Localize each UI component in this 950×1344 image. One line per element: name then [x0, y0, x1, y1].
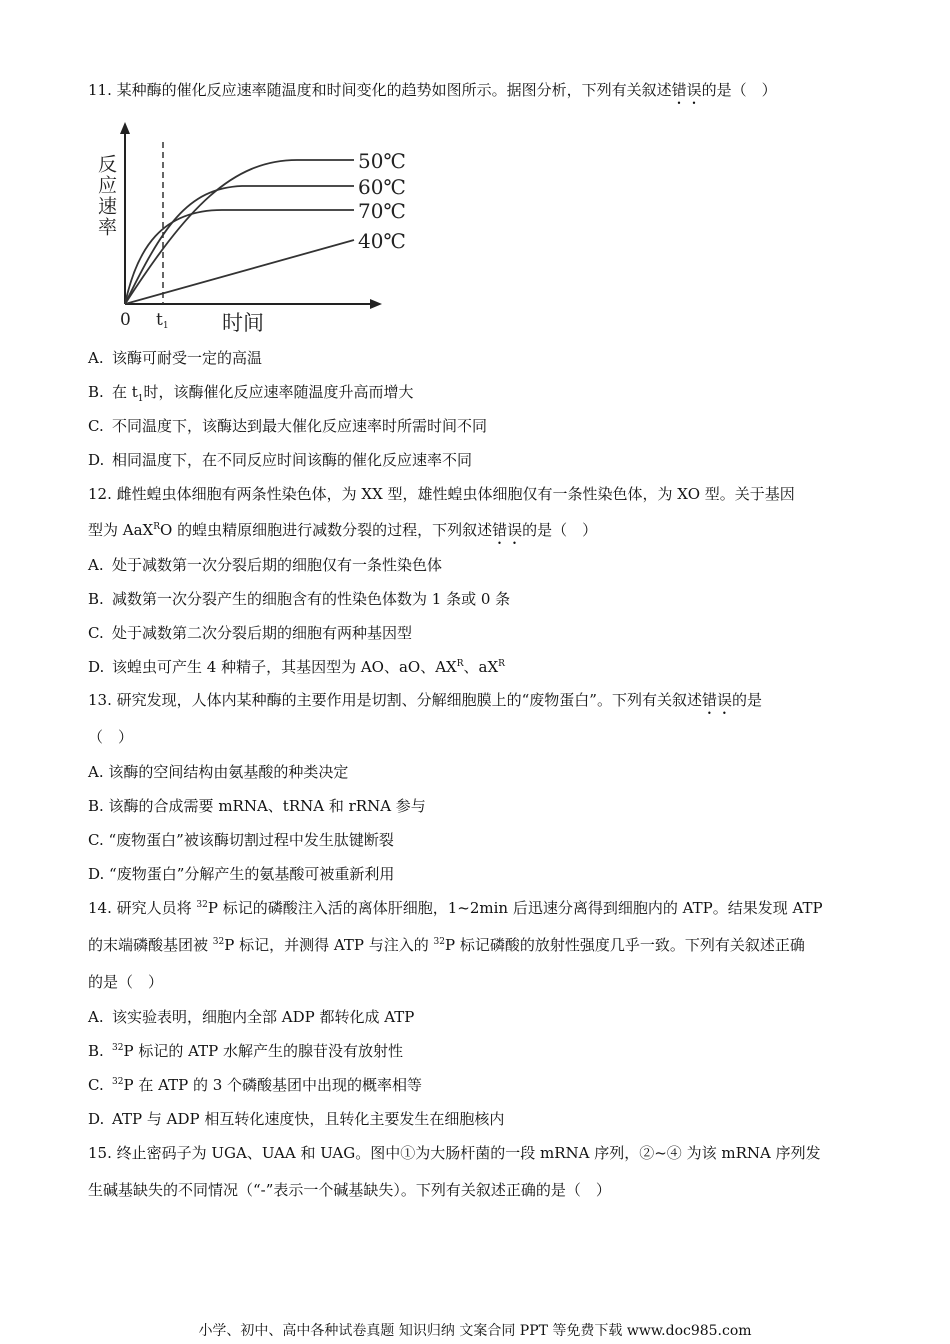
q13-option-c: C. “废物蛋白”被该酶切割过程中发生肽键断裂 — [88, 831, 394, 849]
series-label-70c: 70℃ — [358, 199, 406, 223]
t1-label: t1 — [156, 310, 169, 331]
q15-stem-line2: 生碱基缺失的不同情况（“-”表示一个碱基缺失）。下列有关叙述正确的是（ ） — [88, 1181, 611, 1199]
q14-stem-line2: 的末端磷酸基团被 $^{32}$P 标记，并测得 ATP 与注入的 $^{32}$P 标记磷酸的放射性强度几乎一致。下列有关叙述正确 — [88, 936, 805, 954]
q12-option-c: C. 处于减数第二次分裂后期的细胞有两种基因型 — [88, 624, 413, 642]
q11-stem-end: 的是（ ） — [701, 81, 777, 99]
q13-option-d: D. “废物蛋白”分解产生的氨基酸可被重新利用 — [88, 865, 395, 883]
q15-stem-line1: 15. 终止密码子为 UGA、UAA 和 UAG。图中①为大肠杆菌的一段 mRNA 序列，②~④ 为该 mRNA 序列发 — [88, 1144, 821, 1162]
q11-option-d: D. 相同温度下，在不同反应时间该酶的催化反应速率不同 — [88, 451, 473, 469]
q12-option-d: D. 该蝗虫可产生 4 种精子，其基因型为 AO、aO、$AX^R$、$aX^R$ — [88, 658, 505, 676]
q11-option-c: C. 不同温度下，该酶达到最大催化反应速率时所需时间不同 — [88, 417, 488, 435]
q11-reaction-rate-chart — [92, 118, 422, 338]
q13-stem-line2: （ ） — [88, 728, 134, 746]
curve-40c — [125, 240, 354, 304]
q11-option-b: B. 在 $t_1$时，该酶催化反应速率随温度升高而增大 — [88, 383, 414, 404]
page-footer: 小学、初中、高中各种试卷真题 知识归纳 文案合同 PPT 等免费下载 www.doc985.com — [198, 1323, 752, 1339]
q14-stem-line3: 的是（ ） — [88, 973, 164, 991]
curve-70c — [125, 210, 354, 304]
q13-option-a: A. 该酶的空间结构由氨基酸的种类决定 — [88, 763, 349, 781]
q11-stem — [88, 80, 777, 108]
q12-stem-line2: 型为 AaX$^R$O 的蝗虫精原细胞进行减数分裂的过程，下列叙述错误的是（ ） — [88, 521, 598, 539]
curve-60c — [125, 186, 354, 304]
q12-option-a: A. 处于减数第一次分裂后期的细胞仅有一条性染色体 — [88, 556, 443, 574]
q13-stem: 13. 研究发现，人体内某种酶的主要作用是切割、分解细胞膜上的“废物蛋白”。下列有关叙述错误的是 — [88, 691, 762, 709]
q12-option-b: B. 减数第一次分裂产生的细胞含有的性染色体数为 1 条或 0 条 — [88, 590, 511, 608]
series-label-60c: 60℃ — [358, 175, 406, 199]
x-axis-arrow — [370, 299, 382, 309]
q14-option-d: D. ATP 与 ADP 相互转化速度快，且转化主要发生在细胞核内 — [88, 1110, 505, 1128]
q14-option-c: C. $^{32}$P 在 ATP 的 3 个磷酸基团中出现的概率相等 — [88, 1076, 423, 1094]
q14-option-b: B. $^{32}$P 标记的 ATP 水解产生的腺苷没有放射性 — [88, 1042, 403, 1060]
q14-stem-line1: 14. 研究人员将 $^{32}$P 标记的磷酸注入活的离体肝细胞，1~2min 后迅速分离得到细胞内的 ATP。结果发现 ATP — [88, 899, 823, 917]
x-axis-label: 时间 — [222, 311, 264, 335]
series-label-40c: 40℃ — [358, 229, 406, 253]
series-label-50c: 50℃ — [358, 149, 406, 173]
q11-stem-emphasis: 错误 — [671, 81, 702, 99]
q12-stem-line1: 12. 雌性蝗虫体细胞有两条性染色体，为 XX 型，雄性蝗虫体细胞仅有一条性染色体，为 XO 型。关于基因 — [88, 485, 795, 503]
y-axis-label: 反应速率 — [95, 154, 117, 238]
origin-label: 0 — [120, 310, 131, 330]
y-axis-arrow — [120, 122, 130, 134]
q11-stem-text: 11. 某种酶的催化反应速率随温度和时间变化的趋势如图所示。据图分析，下列有关叙述 — [88, 81, 672, 99]
q11-option-a: A. 该酶可耐受一定的高温 — [88, 349, 263, 367]
q12-stem-emphasis: 错误 — [492, 521, 523, 539]
q13-option-b: B. 该酶的合成需要 mRNA、tRNA 和 rRNA 参与 — [88, 797, 426, 815]
q13-stem-emphasis: 错误 — [701, 691, 732, 709]
q14-option-a: A. 该实验表明，细胞内全部 ADP 都转化成 ATP — [88, 1008, 415, 1026]
